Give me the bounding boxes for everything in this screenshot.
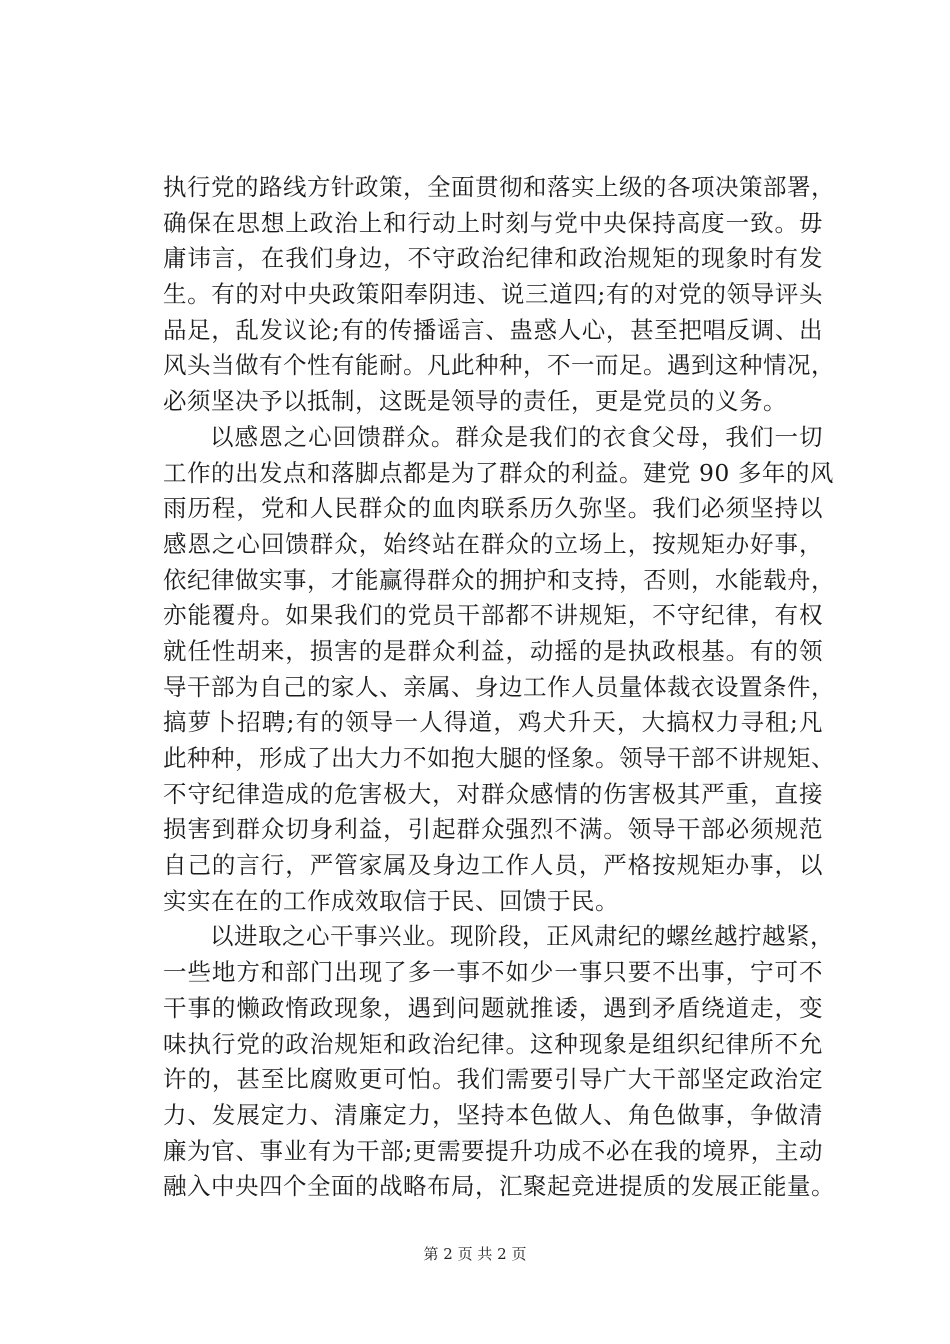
paragraph xyxy=(163,919,835,1205)
body-text xyxy=(163,170,835,1205)
text-line: 风头当做有个性有能耐。凡此种种，不一而足。遇到这种情况， xyxy=(163,351,835,380)
text-line: 干事的懒政惰政现象，遇到问题就推诿，遇到矛盾绕道走，变 xyxy=(163,993,823,1022)
text-line: 依纪律做实事，才能赢得群众的拥护和支持，否则，水能载舟， xyxy=(163,565,835,594)
text-line: 就任性胡来，损害的是群众利益，动摇的是执政根基。有的领 xyxy=(163,636,823,665)
text-line: 一些地方和部门出现了多一事不如少一事只要不出事，宁可不 xyxy=(163,958,823,987)
text-line: 此种种，形成了出大力不如抱大腿的怪象。领导干部不讲规矩、 xyxy=(163,744,835,772)
text-line: 必须坚决予以抵制，这既是领导的责任，更是党员的义务。 xyxy=(163,387,787,416)
text-line: 以进取之心干事兴业。现阶段，正风肃纪的螺丝越拧越紧， xyxy=(210,922,834,951)
text-line: 雨历程，党和人民群众的血肉联系历久弥坚。我们必须坚持以 xyxy=(163,494,823,523)
page-footer: 第 2 页 共 2 页 xyxy=(423,1245,527,1263)
text-line: 许的，甚至比腐败更可怕。我们需要引导广大干部坚定政治定 xyxy=(163,1065,823,1094)
text-line: 感恩之心回馈群众，始终站在群众的立场上，按规矩办好事， xyxy=(163,529,823,558)
text-line: 生。有的对中央政策阳奉阴违、说三道四;有的对党的领导评头 xyxy=(163,280,823,309)
text-line: 自己的言行，严管家属及身边工作人员，严格按规矩办事，以 xyxy=(163,851,823,880)
text-line: 味执行党的政治规矩和政治纪律。这种现象是组织纪律所不允 xyxy=(163,1029,823,1058)
text-line: 以感恩之心回馈群众。群众是我们的衣食父母，我们一切 xyxy=(210,422,823,451)
text-line: 不守纪律造成的危害极大，对群众感情的伤害极其严重，直接 xyxy=(163,779,823,808)
paragraph xyxy=(163,420,835,920)
paragraph xyxy=(163,170,835,420)
text-line: 力、发展定力、清廉定力，坚持本色做人、角色做事，争做清 xyxy=(163,1100,823,1129)
text-line: 融入中央四个全面的战略布局，汇聚起竞进提质的发展正能量。 xyxy=(163,1172,835,1201)
text-line: 确保在思想上政治上和行动上时刻与党中央保持高度一致。毋 xyxy=(163,208,823,237)
text-line: 工作的出发点和落脚点都是为了群众的利益。建党 90 多年的风 xyxy=(163,458,834,487)
text-line: 亦能覆舟。如果我们的党员干部都不讲规矩，不守纪律，有权 xyxy=(163,601,823,630)
text-line: 品足，乱发议论;有的传播谣言、蛊惑人心，甚至把唱反调、出 xyxy=(163,315,823,344)
text-line: 实实在在的工作成效取信于民、回馈于民。 xyxy=(163,886,619,915)
text-line: 搞萝卜招聘;有的领导一人得道，鸡犬升天，大搞权力寻租;凡 xyxy=(163,708,823,737)
text-line: 导干部为自己的家人、亲属、身边工作人员量体裁衣设置条件， xyxy=(163,672,835,701)
text-line: 庸讳言，在我们身边，不守政治纪律和政治规矩的现象时有发 xyxy=(163,244,823,273)
text-line: 损害到群众切身利益，引起群众强烈不满。领导干部必须规范 xyxy=(163,815,823,844)
text-line: 执行党的路线方针政策，全面贯彻和落实上级的各项决策部署， xyxy=(163,173,835,201)
text-line: 廉为官、事业有为干部;更需要提升功成不必在我的境界，主动 xyxy=(163,1136,823,1165)
